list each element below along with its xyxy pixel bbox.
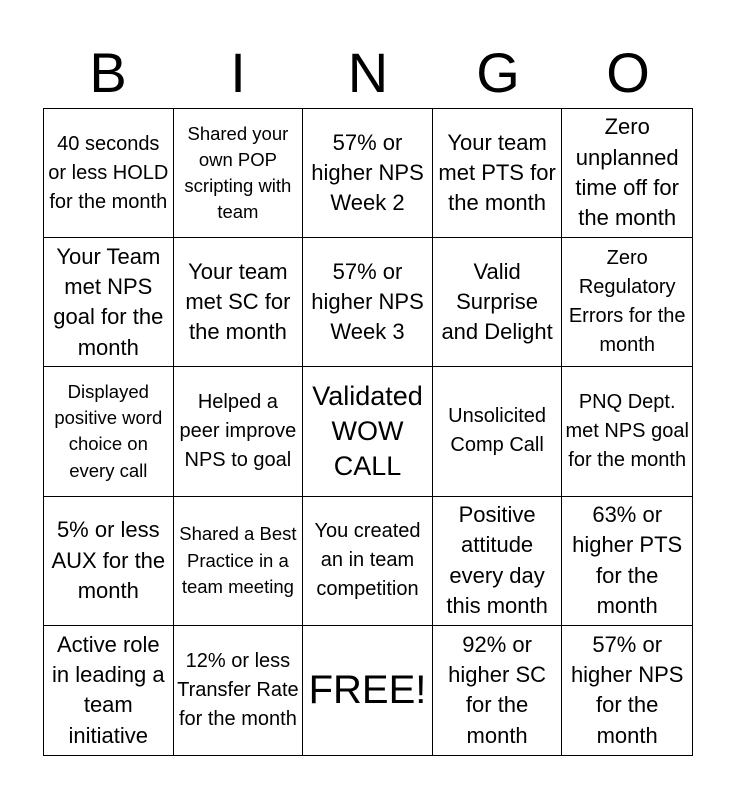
header-letter-o: O [606,41,650,104]
cell-text: Positive attitude every day this month [446,501,548,619]
header-letter-g: G [476,41,520,104]
cell-text: PNQ Dept. met NPS goal for the month [565,390,689,471]
bingo-cell[interactable] [44,109,174,238]
bingo-cell[interactable] [433,109,563,238]
cell-text: Your team met PTS for the month [438,129,556,216]
bingo-cell[interactable] [44,367,174,496]
cell-text: 12% or less Transfer Rate for the month [177,649,299,730]
bingo-cell[interactable] [562,626,692,755]
cell-text: Active role in leading a team initiative [52,631,165,748]
cell-text: Valid Surprise and Delight [441,258,553,345]
cell-text: 40 seconds or less HOLD for the month [48,132,169,213]
free-space-text: FREE! [308,668,427,713]
cell-text: 63% or higher PTS for the month [572,501,683,619]
cell-text: Unsolicited Comp Call [448,405,546,457]
cell-text: Your team met SC for the month [185,258,291,345]
header-letter-n: N [347,41,389,104]
bingo-header [43,40,693,106]
bingo-cell[interactable] [174,497,304,626]
cell-text: Zero unplanned time off for the month [575,114,679,231]
bingo-cell[interactable] [44,238,174,367]
bingo-cell[interactable] [433,626,563,755]
cell-text: Your Team met NPS goal for the month [53,243,164,360]
cell-text: Shared your own POP scripting with team [184,122,292,223]
cell-text: 57% or higher NPS Week 2 [311,129,424,216]
bingo-cell[interactable] [433,367,563,496]
bingo-cell[interactable] [303,497,433,626]
cell-text: 5% or less AUX for the month [51,517,166,603]
cell-text: 57% or higher NPS for the month [570,631,684,748]
cell-text: 92% or higher SC for the month [448,631,547,748]
header-letter-i: I [230,41,246,104]
cell-text: Validated WOW CALL [312,380,423,482]
bingo-cell[interactable] [562,109,692,238]
bingo-cell[interactable] [562,238,692,367]
cell-text: Zero Regulatory Errors for the month [568,247,686,357]
cell-text: Shared a Best Practice in a team meeting [179,523,297,597]
cell-text: Displayed positive word choice on every call [54,380,163,481]
bingo-cell[interactable] [303,109,433,238]
cell-text: Helped a peer improve NPS to goal [179,390,297,471]
bingo-cell[interactable] [174,367,304,496]
bingo-cell[interactable] [174,626,304,755]
bingo-cell[interactable] [303,238,433,367]
bingo-cell[interactable] [174,238,304,367]
free-space-cell[interactable] [303,626,433,755]
bingo-cell[interactable] [433,238,563,367]
bingo-cell[interactable] [44,497,174,626]
bingo-cell[interactable] [562,367,692,496]
bingo-board [43,108,693,756]
bingo-cell[interactable] [562,497,692,626]
cell-text: 57% or higher NPS Week 3 [311,258,424,345]
bingo-cell[interactable] [303,367,433,496]
bingo-cell[interactable] [44,626,174,755]
header-letter-b: B [89,41,127,104]
bingo-cell[interactable] [174,109,304,238]
bingo-cell[interactable] [433,497,563,626]
cell-text: You created an in team competition [314,520,421,601]
